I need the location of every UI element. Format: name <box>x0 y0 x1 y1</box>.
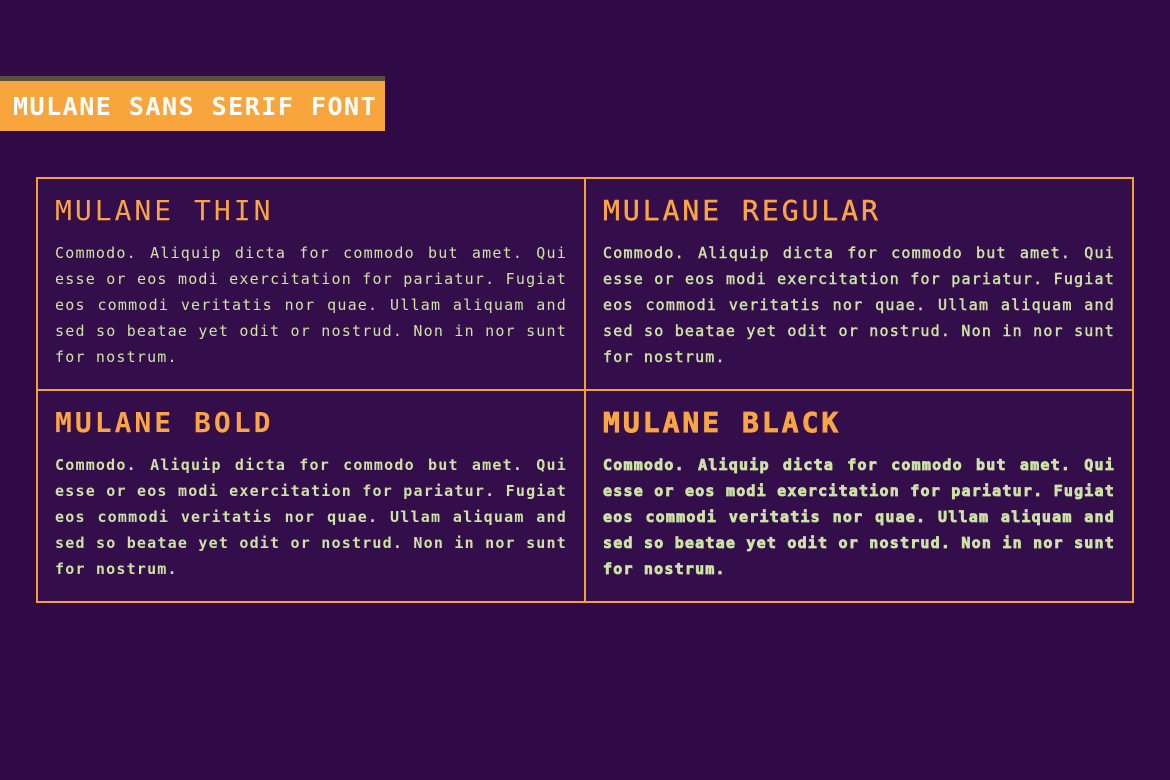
specimen-sample-text-regular: Commodo. Aliquip dicta for commodo but amet. Qui esse or eos modi exercitation for pariatur. Fugiat eos commodi veritatis nor quae. Ullam aliquam and sed so beatae yet odit or nostrud. Non in nor sunt for nostrum. <box>603 244 1115 366</box>
specimen-sample-text-thin: Commodo. Aliquip dicta for commodo but amet. Qui esse or eos modi exercitation for pariatur. Fugiat eos commodi veritatis nor quae. Ullam aliquam and sed so beatae yet odit or nostrud. Non in nor sunt for nostrum. <box>55 244 567 366</box>
specimen-sample-text-bold: Commodo. Aliquip dicta for commodo but amet. Qui esse or eos modi exercitation for pariatur. Fugiat eos commodi veritatis nor quae. Ullam aliquam and sed so beatae yet odit or nostrud. Non in nor sunt for nostrum. <box>55 456 567 578</box>
specimen-title-bold: MULANE BOLD <box>55 406 274 439</box>
specimen-card-thin <box>38 179 584 389</box>
font-title-banner <box>0 76 385 131</box>
specimen-sample-text-black: Commodo. Aliquip dicta for commodo but amet. Qui esse or eos modi exercitation for pariatur. Fugiat eos commodi veritatis nor quae. Ullam aliquam and sed so beatae yet odit or nostrud. Non in nor sunt for nostrum. <box>603 456 1115 578</box>
specimen-card-bold <box>38 391 584 601</box>
specimen-card-regular <box>586 179 1132 389</box>
specimen-title-regular: MULANE REGULAR <box>603 194 882 227</box>
font-title-banner-label: MULANE SANS SERIF FONT <box>13 91 378 121</box>
specimen-grid <box>36 177 1134 603</box>
specimen-card-black <box>586 391 1132 601</box>
specimen-title-thin: MULANE THIN <box>55 194 274 227</box>
specimen-title-black: MULANE BLACK <box>603 406 842 439</box>
